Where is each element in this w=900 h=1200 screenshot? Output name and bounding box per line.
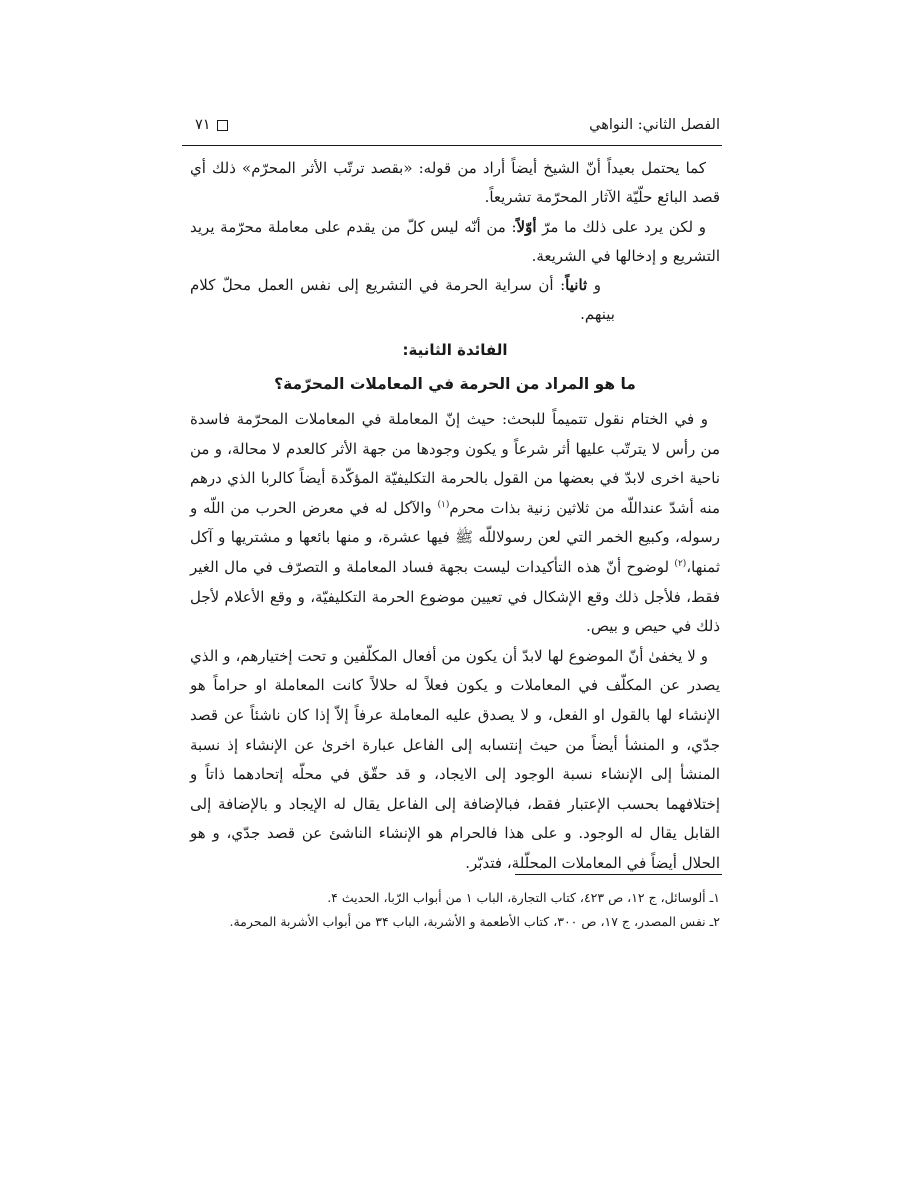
- chapter-title: الفصل الثاني: النواهي: [589, 117, 720, 133]
- square-ornament-icon: [217, 120, 228, 131]
- intro-paragraph-3: و ثانياً: أن سراية الحرمة في التشريع إلى نفس العمل محلّ كلام بينهم.: [190, 276, 615, 324]
- intro-paragraph-1: كما يحتمل بعيداً أنّ الشيخ أيضاً أراد من قوله: «بقصد ترتّب الأثر المحرّم» ذلك أي قصد البائع حلّيّة الآثار المحرّمة تشريعاً.: [190, 159, 720, 207]
- bold-marker-first: أوّلاً: [516, 217, 537, 236]
- footnote-1: ١ـ ألوسائل، ج ١٢، ص ٤٢٣، كتاب التجارة، الباب ١ من أبواب الرّبا، الحديث ۴.: [327, 890, 720, 905]
- paragraph-1-part-3: لوضوح أنّ هذه التأكيدات ليست بجهة فساد المعاملة و التصرّف في مال الغير فقط، فلأجل ذلك وقع الإشكال في تعيين موضوع الحرمة التكليفيّة، و وقع الأعلام لأجل ذلك في حيص و بيص.: [190, 557, 720, 636]
- page-number-group: [195, 117, 228, 133]
- footnotes: [190, 886, 720, 934]
- main-text: [190, 405, 720, 879]
- page-header: [195, 117, 720, 145]
- paragraph-1-part-2: والآكل له في معرض الحرب من اللّه و رسوله، وكبيع الخمر التي لعن رسولاللّه ﷺ فيها عشرة، و منها بائعها و مشتريها و آكل ثمنها،: [190, 498, 720, 576]
- footnote-2: ٢ـ نفس المصدر، ج ١٧، ص ٣٠٠، كتاب الأطعمة و الأشربة، الباب ٣۴ من أبواب الأشربة المحرمة.: [229, 914, 720, 929]
- paragraph-1-part-1: و في الختام نقول تتميماً للبحث: حيث إنّ المعاملة في المعاملات المحرّمة فاسدة من رأس لا يترتّب عليها أثر شرعاً و يكون وجودها من جهة الأثر كالعدم لا محالة، و من ناحية اخرى لابدّ في بعضها من القول بالحرمة التكليفيّة المؤكّدة أيضاً كالربا الذي درهم منه أشدّ عنداللّه من ثلاثين زنية بذات محرم: [190, 410, 720, 517]
- intro-paragraph-2: و لكن يرد على ذلك ما مرّ أوّلاً: من أنّه ليس كلّ من يقدم على معاملة محرّمة يريد التشريع و إدخالها في الشريعة.: [190, 217, 720, 265]
- section-heading: الفائدة الثانية:: [402, 341, 508, 359]
- header-rule: [182, 145, 722, 146]
- main-paragraph-1: [190, 405, 720, 642]
- main-paragraph-2: و لا يخفىٰ أنّ الموضوع لها لابدّ أن يكون من أفعال المكلّفين و تحت إختيارهم، و الذي يصدر عن المكلّف في المعاملات و يكون فعلاً له حلالاً كانت المعاملة او حراماً هو الإنشاء لها بالقول او الفعل، و لا يصدق عليه المعاملة عرفاً إلاّ إذا كان ناشئاً عن قصد جدّي، و المنشأ أيضاً من حيث إنتسابه إلى الفاعل عبارة اخرىٰ عن الإنشاء إذ نسبة المنشأ إلى الإنشاء نسبة الوجود إلى الايجاد، و قد حقّق في محلّه إتحادهما ذاتاً و إختلافهما بحسب الإعتبار فقط، فبالإضافة إلى الفاعل يقال له الإيجاد و بالإضافة إلى القابل يقال له الوجود. و على هذا فالحرام هو الإنشاء الناشئ عن قصد جدّي، و هو الحلال أيضاً في المعاملات المحلّلة، فتدبّر.: [190, 646, 720, 872]
- footnote-ref-1[interactable]: (١): [437, 499, 450, 510]
- footnote-rule: [515, 874, 722, 875]
- footnote-ref-2[interactable]: (٢): [674, 558, 687, 569]
- page-number: ٧١: [195, 117, 211, 133]
- bold-marker-second: ثانياً: [565, 276, 588, 295]
- intro-text: [190, 154, 720, 330]
- section-subheading: ما هو المراد من الحرمة في المعاملات المحرّمة؟: [274, 375, 636, 393]
